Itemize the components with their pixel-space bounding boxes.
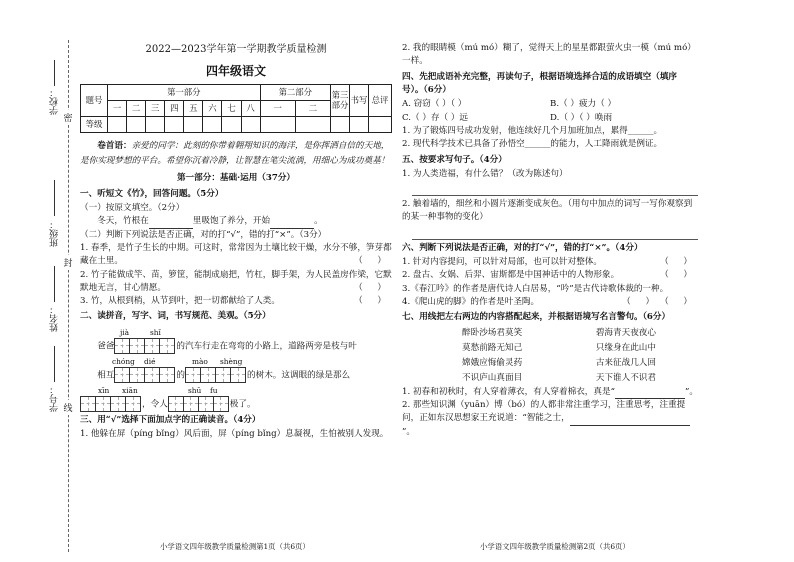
match-left-column (462, 326, 522, 386)
pinyin: jià (120, 327, 130, 337)
exam-subject: 四年级语文 (205, 63, 266, 78)
char-grid[interactable] (169, 396, 229, 412)
write-text: 的 (176, 370, 185, 381)
score-cell[interactable] (165, 117, 184, 133)
char-grid[interactable] (81, 396, 141, 412)
answer-paren[interactable]: （ ） (354, 296, 392, 307)
score-cell[interactable] (295, 117, 330, 133)
score-num: 一 (260, 101, 295, 117)
match-right-item[interactable]: 碧海青天夜夜心 (595, 327, 656, 338)
page-2-footer: 小学语文四年级教学质量检测第2页（共6页） (480, 542, 630, 551)
score-num: 七 (222, 101, 241, 117)
match-left-item[interactable]: 莫愁前路无知己 (462, 342, 523, 353)
idiom-options (402, 98, 698, 125)
student-id-field[interactable] (54, 346, 55, 382)
fill-text: 。 (314, 216, 323, 227)
quote-text: 1. 初春和初秋时，有人穿着薄衣，有人穿着棉衣，真是“ (402, 386, 615, 397)
judge-item (402, 269, 698, 282)
rewrite-item-1: 1. 为人类造福，有什么错？（改为陈述句） (402, 168, 568, 179)
class-label: 班级： (50, 220, 60, 247)
name-field[interactable] (54, 266, 55, 302)
judge-text: 3. 竹，从根到梢，从节到叶，把一切都献给了人类。 (80, 296, 280, 307)
match-left-item[interactable]: 不识庐山真面目 (462, 372, 523, 383)
answer-paren[interactable]: （ ） (622, 297, 661, 307)
part1-heading: 第一部分：基础·运用（37分） (176, 173, 296, 184)
section-5-heading: 五、按要求写句子。（4分） (402, 154, 507, 165)
write-line-1 (80, 338, 392, 354)
section-1-heading: 一、听短文《竹》，回答问题。（5分） (80, 188, 224, 199)
name-label: 姓名： (50, 305, 60, 332)
judge-item-2 (80, 269, 392, 296)
judge-item (402, 256, 698, 269)
judge-item-3 (80, 295, 392, 308)
judge-item-1 (80, 242, 392, 269)
score-cell[interactable] (260, 117, 295, 133)
write-text: 极了。 (229, 399, 256, 410)
fill-text: 冬天，竹根在 (97, 216, 149, 227)
pronunciation-item-1: 1. 他躲在屏（píng bǐng）风后面，屏（píng bǐng）息凝视，生怕被别人发现。 (80, 429, 389, 440)
answer-paren[interactable]: （ ） (660, 297, 698, 307)
pinyin: dié (144, 356, 156, 366)
char-grid[interactable] (115, 367, 175, 383)
rewrite-item-2: 2. 触着墙的，细丝和小圆片逐渐变成灰色。（用句中加点的词写一写你观察到的某一种事物的变化） (402, 199, 693, 223)
student-id-label: 学号： (50, 385, 60, 412)
write-line-3 (80, 396, 392, 412)
preface (80, 139, 392, 168)
judge-text: 4.《爬山虎的脚》的作者是叶圣陶。 (402, 297, 540, 307)
idiom-option-c[interactable]: C.（ ）存（ ）远 (402, 112, 469, 123)
exam-title: 2022—2023学年第一学期教学质量检测 (145, 44, 327, 55)
page-1 (80, 42, 392, 441)
pinyin-row-2 (80, 354, 392, 367)
score-num: 八 (241, 101, 260, 117)
judge-text: 2. 盘古、女娲、后羿、宙斯都是中国神话中的人物形象。 (402, 270, 620, 281)
score-num: 四 (165, 101, 184, 117)
score-part1-header: 第一部分 (108, 85, 261, 101)
section-4-heading: 四、先把成语补充完整，再读句子，根据语境选择合适的成语填空（填序号）。（6分） (402, 71, 678, 95)
pinyin: chóng (112, 356, 135, 366)
score-num: 二 (127, 101, 146, 117)
judge-text: 3.《春江吟》的作者是唐代诗人白居易，“吟”是古代诗歌体裁的一种。 (402, 283, 669, 294)
score-num: 三 (146, 101, 165, 117)
school-label: 学校： (50, 88, 60, 115)
write-text: 的汽车行走在弯弯的小路上，道路两旁是枝与叶 (176, 341, 357, 352)
judge-item (402, 296, 698, 309)
class-field[interactable] (54, 180, 55, 216)
fill-blank-sentence (80, 215, 392, 228)
judge-text: 1. 春季，是竹子生长的中期。可这时，常常因为土壤比较干燥，水分不够，笋芽都藏在土里。 (80, 242, 392, 267)
section-6-heading: 六、判断下列说法是否正确，对的打“√”，错的打“×”。（4分） (402, 242, 643, 253)
judge-text: 2. 竹子能做成竿、苗，箩筐，能制成扇把，竹杠，脚手架，为人民盖房作梁，它默默地无言，甘心情愿。 (80, 269, 392, 293)
score-num: 一 (108, 101, 127, 117)
score-cell[interactable] (146, 117, 165, 133)
char-grid[interactable] (186, 367, 246, 383)
idiom-option-d[interactable]: D.（ ）（ ）唤雨 (550, 112, 613, 123)
matching-area (402, 326, 698, 386)
score-part2-header: 第二部分 (260, 85, 330, 101)
answer-paren[interactable]: （ ） (354, 282, 392, 293)
score-cell[interactable] (241, 117, 260, 133)
answer-paren[interactable]: （ ） (354, 256, 392, 267)
preface-label: 卷首语： (97, 141, 132, 152)
match-right-item[interactable]: 古来征战几人回 (595, 357, 656, 368)
answer-paren[interactable]: （ ） (660, 270, 698, 281)
pinyin: xiān (122, 385, 138, 395)
match-right-column (596, 326, 656, 386)
answer-paren[interactable]: （ ） (660, 257, 698, 268)
score-cell[interactable] (350, 117, 369, 133)
section-3-heading: 三、用“√”选择下面加点字的正确读音。（4分） (80, 414, 261, 425)
score-cell[interactable] (369, 117, 392, 133)
quote-item-1 (402, 386, 698, 399)
idiom-sentence-2: 2. 现代科学技术已具备了孙悟空______的能力，人工降雨就是例证。 (402, 139, 663, 150)
match-right-item[interactable]: 天下谁人不识君 (595, 372, 656, 383)
write-text: 的树木。这调眼的绿是那么 (247, 370, 351, 381)
page-1-footer: 小学语文四年级教学质量检测第1页（共6页） (160, 542, 310, 551)
pinyin: shèng (220, 356, 243, 366)
pinyin: shǐ (150, 327, 161, 337)
pinyin: shū (188, 385, 202, 395)
school-field[interactable] (54, 60, 55, 86)
match-left-item[interactable]: 醉卧沙场君莫笑 (462, 327, 523, 338)
binding-margin (8, 40, 76, 552)
char-grid[interactable] (115, 338, 175, 354)
write-text: 爸爸 (97, 341, 115, 352)
section-2-heading: 二、读拼音，写字、词，书写规范、美观。（5分） (80, 311, 271, 322)
pinyin: xīn (98, 385, 110, 395)
fill-text: 里吸饱了养分，开始 (192, 216, 271, 227)
score-table (80, 84, 392, 133)
score-num: 二 (295, 101, 330, 117)
quote-item-2 (402, 399, 698, 439)
pronunciation-item-2: 2. 我的眼睛模（mú mó）糊了，觉得天上的星星都跟萤火虫一模（mú mó）一样。 (402, 43, 696, 67)
score-row-label-1: 题号 (81, 85, 108, 117)
write-text: ，令人 (142, 399, 168, 410)
score-cell[interactable] (331, 117, 350, 133)
fold-mark: 封 (63, 255, 72, 270)
score-num: 五 (184, 101, 203, 117)
pinyin: mào (192, 356, 208, 366)
score-cell[interactable] (203, 117, 222, 133)
score-writing-header: 书写 (350, 85, 369, 117)
idiom-option-b[interactable]: B.（ ）疲力（ ） (550, 99, 617, 110)
score-cell[interactable] (108, 117, 127, 133)
match-right-item[interactable]: 只缘身在此山中 (595, 342, 656, 353)
write-line-2 (80, 367, 392, 383)
score-row-label-2: 等级 (81, 117, 108, 133)
score-part3-header: 第三部分 (331, 85, 350, 117)
answer-line[interactable] (412, 181, 698, 196)
judge-text: 1. 针对内容提问，可以针对局部，也可以针对整体。 (402, 257, 602, 268)
section-1b-heading: （二）判断下列说法是否正确，对的打“√”，错的打“×”。（3分） (80, 229, 327, 240)
write-text: 相互 (97, 370, 115, 381)
pinyin-row-3 (80, 383, 392, 396)
page-2 (402, 42, 698, 439)
pinyin: fu (210, 385, 218, 395)
section-7-heading: 七、用线把左右两边的内容搭配起来，并根据语境写名言警句。（6分） (402, 312, 671, 323)
score-num: 六 (203, 101, 222, 117)
score-cell[interactable] (184, 117, 203, 133)
section-1a-heading: （一）按原文填空。（2分） (80, 202, 185, 213)
quote-text: ”。 (402, 426, 415, 437)
idiom-option-a[interactable]: A. 窃窃（ ）（ ） (402, 99, 467, 110)
answer-line[interactable] (412, 225, 698, 240)
idiom-sentence-1: 1. 为了锻炼四号成功发射，他连续好几个月加班加点，累得______。 (402, 125, 663, 136)
quote-text: ”。 (684, 386, 698, 397)
pinyin-row-1 (80, 325, 392, 338)
score-cell[interactable] (222, 117, 241, 133)
quote-text: 2. 那些知识渊（yuān）博（bó）的人都非常注重学习，注重思考，注重提问，正如东汉思想家王充说道：“智能之士， (402, 400, 686, 424)
line-mark: 线 (63, 400, 72, 415)
score-total-header: 总评 (369, 85, 392, 117)
preface-text: 亲爱的同学：此刻的你带着翱翔知识的海洋，是你挥洒自信的天地，是你实现梦想的平台。希望你沉着冷静，让智慧在笔尖流淌，用细心为成功奠基！ (80, 141, 390, 166)
seal-mark: 密 (63, 110, 72, 125)
quote-blank[interactable] (570, 425, 690, 426)
score-cell[interactable] (127, 117, 146, 133)
match-left-item[interactable]: 嫦娥应悔偷灵药 (462, 357, 523, 368)
